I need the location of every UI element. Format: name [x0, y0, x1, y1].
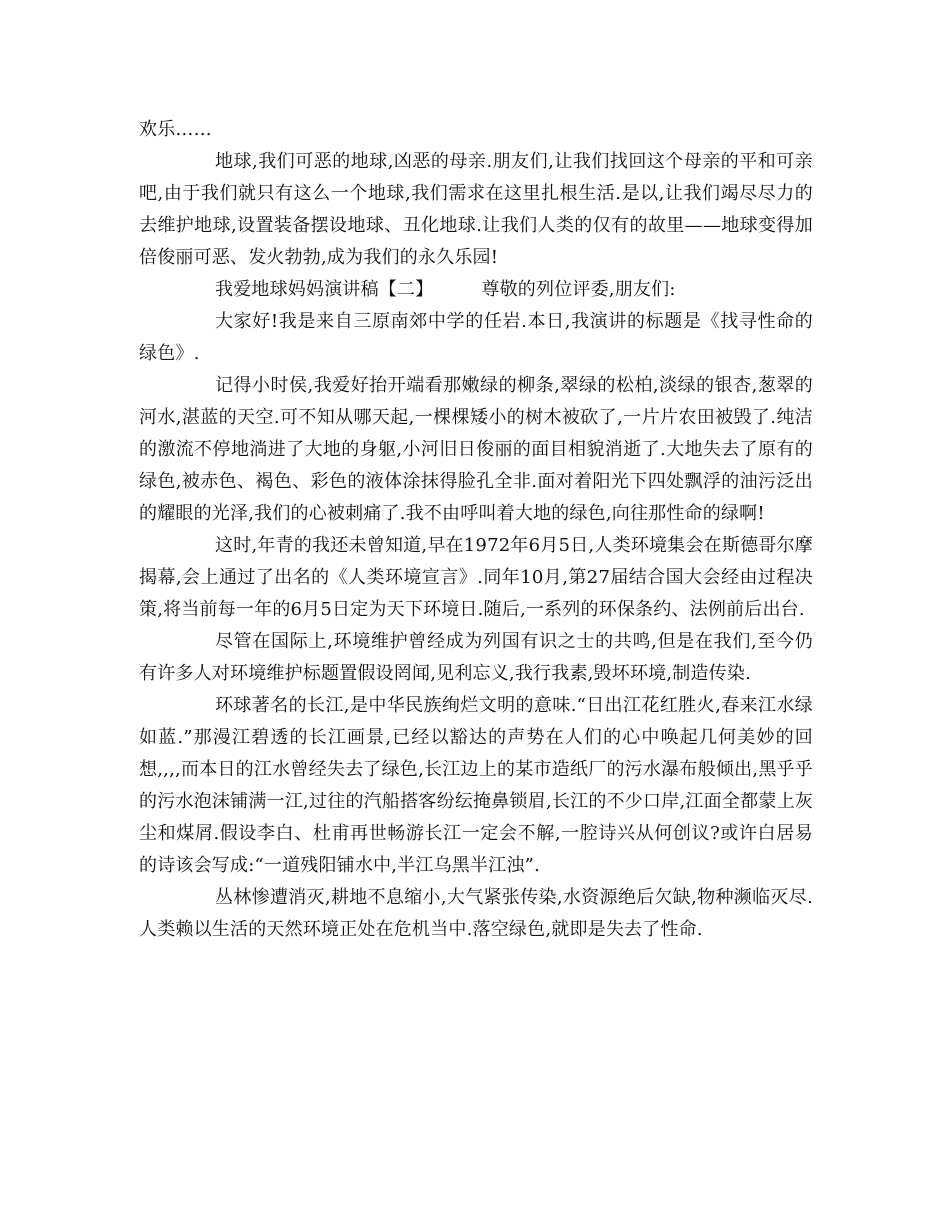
- paragraph-9: 丛林惨遭消灭,耕地不息缩小,大气紧张传染,水资源绝后欠缺,物种濒临灭尽.人类赖以生活的天然环境正处在危机当中.落空绿色,就即是失去了性命.: [139, 887, 813, 940]
- paragraph-1: 欢乐……: [139, 119, 212, 140]
- section-heading: 我爱地球妈妈演讲稿【二】: [215, 279, 434, 300]
- document-body: [139, 114, 813, 946]
- paragraph-7: 尽管在国际上,环境维护曾经成为列国有识之士的共鸣,但是在我们,至今仍有许多人对环境维护标题置假设罔闻,见利忘义,我行我素,毁坏环境,制造传染.: [139, 631, 813, 684]
- paragraph-8: 环球著名的长江,是中华民族绚烂文明的意味.“日出江花红胜火,春来江水绿如蓝.”那漫江碧透的长江画景,已经以豁达的声势在人们的心中唤起几何美妙的回想,,,,而本日的江水曾经失去了绿色,长江边上的某市造纸厂的污水瀑布般倾出,黑乎乎的污水泡沫铺满一江,过往的汽船搭客纷纭掩鼻锁眉,长江的不少口岸,江面全都蒙上灰尘和煤屑.假设李白、杜甫再世畅游长江一定会不解,一腔诗兴从何创议?或许白居易的诗该会写成:“一道残阳铺水中,半江乌黑半江浊”.: [139, 695, 813, 876]
- paragraph-5: 记得小时侯,我爱好抬开端看那嫩绿的柳条,翠绿的松柏,淡绿的银杏,葱翠的河水,湛蓝的天空.可不知从哪天起,一棵棵矮小的树木被砍了,一片片农田被毁了.纯洁的激流不停地淌进了大地的身躯,小河旧日俊丽的面目相貌消逝了.大地失去了原有的绿色,被赤色、褐色、彩色的液体涂抹得脸孔全非.面对着阳光下四处飘浮的油污泛出的耀眼的光泽,我们的心被刺痛了.我不由呼叫着大地的绿色,向往那性命的绿啊!: [139, 375, 813, 524]
- paragraph-6: 这时,年青的我还未曾知道,早在1972年6月5日,人类环境集会在斯德哥尔摩揭幕,会上通过了出名的《人类环境宣言》.同年10月,第27届结合国大会经由过程决策,将当前每一年的6月5日定为天下环境日.随后,一系列的环保条约、法例前后出台.: [139, 535, 813, 620]
- paragraph-4: 大家好!我是来自三原南郊中学的任岩.本日,我演讲的标题是《找寻性命的绿色》.: [139, 311, 813, 364]
- speech-salutation: 尊敬的列位评委,朋友们:: [481, 279, 676, 300]
- paragraph-2: 地球,我们可恶的地球,凶恶的母亲.朋友们,让我们找回这个母亲的平和可亲吧,由于我们就只有这么一个地球,我们需求在这里扎根生活.是以,让我们竭尽尽力的去维护地球,设置装备摆设地球、丑化地球.让我们人类的仅有的故里——地球变得加倍俊丽可恶、发火勃勃,成为我们的永久乐园!: [139, 151, 813, 268]
- paragraph-3: [139, 274, 813, 306]
